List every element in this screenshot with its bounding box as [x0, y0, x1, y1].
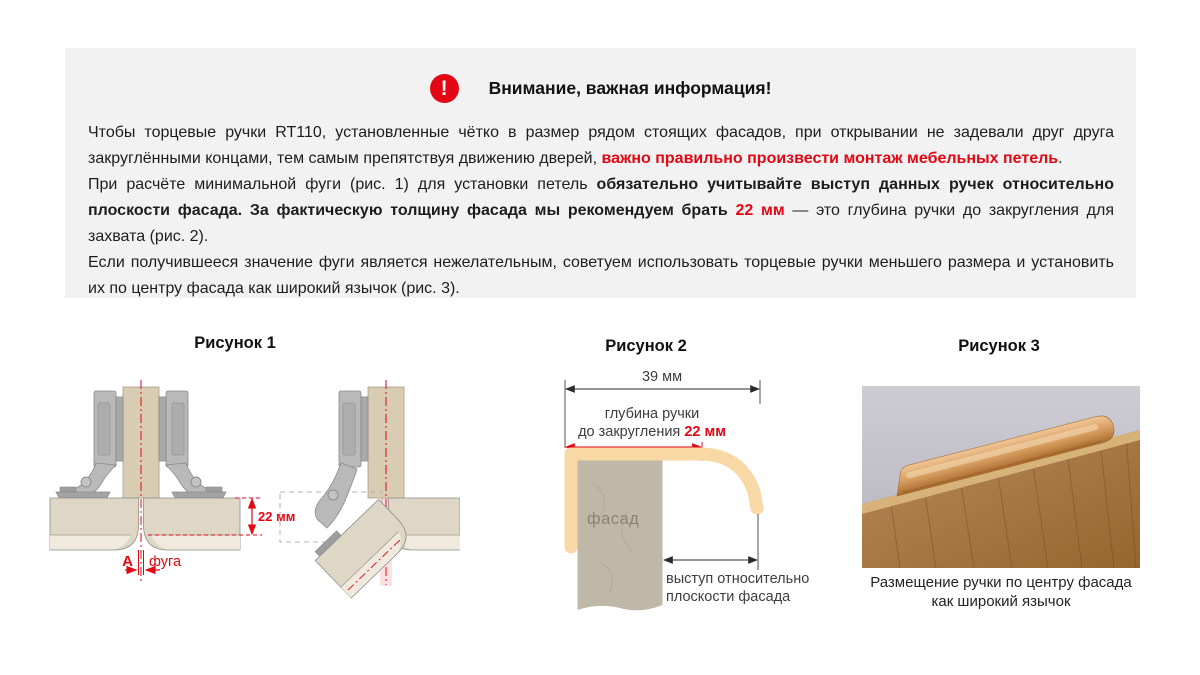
paragraph-2 — [88, 172, 1114, 250]
figure3-photo — [862, 386, 1140, 568]
p1-period: . — [1058, 150, 1063, 167]
protrusion-label-line2: плоскости фасада — [666, 589, 791, 605]
p2-bold-text: обязательно учитывайте выступ данных ручек относительно плоскости фасада. За фактическую толщину фасада мы рекомендуем брать — [88, 176, 1114, 219]
info-text — [88, 120, 1114, 302]
depth-label-line1: глубина ручки — [604, 406, 700, 422]
hinge-right — [159, 391, 226, 498]
fig1-opened-door-diagram — [280, 380, 460, 598]
protrusion-label-line1: выступ относительно — [666, 571, 810, 587]
warning-info-box — [65, 48, 1136, 298]
figure3-title: Рисунок 3 — [958, 337, 1040, 355]
p1-red-text: важно правильно произвести монтаж мебельных петель — [601, 150, 1059, 167]
facade-panel — [578, 461, 663, 611]
door-left — [50, 498, 139, 550]
p2-red-value: 22 мм — [735, 202, 785, 219]
p3-text: Если получившееся значение фуги является нежелательным, советуем использовать торцевые ручки меньшего размера и установить их по центру фасада как широкий язычок (рис. 3). — [88, 254, 1114, 297]
hinge-left — [56, 391, 123, 498]
paragraph-1 — [88, 120, 1114, 172]
caption-line2: как широкий язычок — [931, 593, 1071, 610]
figure1-title: Рисунок 1 — [194, 334, 276, 352]
gap-annotation — [122, 550, 182, 575]
protrusion-dimension — [664, 514, 809, 605]
figure1-hinge-diagram — [30, 375, 460, 610]
caption-line1: Размещение ручки по центру фасада — [870, 574, 1132, 591]
depth-label-line2: до закругления 22 мм — [578, 424, 726, 440]
p1-text: Чтобы торцевые ручки RT110, установленные чётко в размер рядом стоящих фасадов, при открывании не задевали друг друга закруглёнными концами, тем самым препятствуя движению дверей, — [88, 124, 1114, 167]
warning-title: Внимание, важная информация! — [488, 78, 772, 98]
p2-tail: — это глубина ручки до закругления для захвата (рис. 2). — [88, 202, 1114, 245]
warning-header — [65, 74, 1136, 103]
exclamation-icon: ! — [430, 74, 459, 103]
figure2-title: Рисунок 2 — [605, 337, 687, 355]
gap-fuga-label: фуга — [149, 554, 182, 570]
width-39mm-label: 39 мм — [641, 369, 683, 385]
facade-label: фасад — [587, 510, 640, 528]
door-right — [144, 498, 241, 550]
point-a-label: A — [122, 553, 133, 570]
fig1-closed-doors-diagram — [50, 380, 295, 583]
paragraph-3 — [88, 250, 1114, 302]
figure2-handle-section-diagram — [530, 362, 830, 647]
figure3-caption — [852, 573, 1150, 611]
dim-22mm-label: 22 мм — [258, 509, 296, 524]
hinge-left-opened — [315, 391, 368, 528]
p2-text: При расчёте минимальной фуги (рис. 1) для установки петель — [88, 176, 597, 193]
